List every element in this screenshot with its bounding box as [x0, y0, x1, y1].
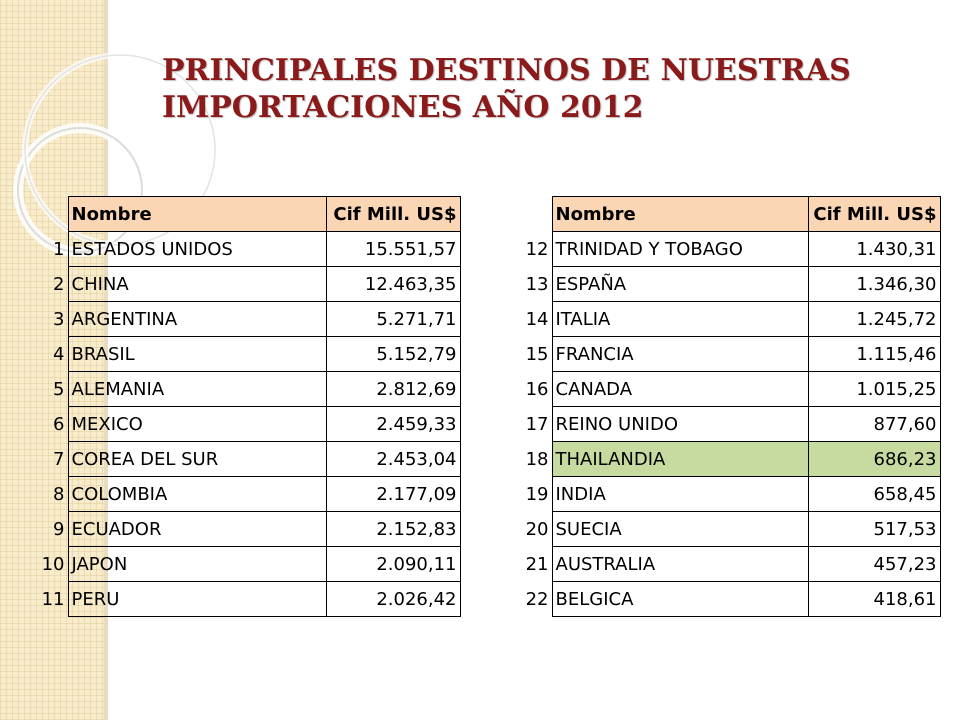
- cif-value-cell: 1.015,25: [808, 372, 940, 407]
- table-row: [510, 407, 940, 442]
- table-row: [510, 582, 940, 617]
- header-name: Nombre: [552, 197, 808, 232]
- country-name-cell: REINO UNIDO: [552, 407, 808, 442]
- country-name-cell: BRASIL: [68, 337, 326, 372]
- table-row: [28, 547, 460, 582]
- cif-value-cell: 2.453,04: [326, 442, 460, 477]
- cif-value-cell: 2.459,33: [326, 407, 460, 442]
- table-row: [28, 302, 460, 337]
- table-row: [28, 337, 460, 372]
- table-row: [28, 232, 460, 267]
- cif-value-cell: 1.430,31: [808, 232, 940, 267]
- country-name-cell: MEXICO: [68, 407, 326, 442]
- rank-cell: 22: [525, 588, 549, 610]
- country-name-cell: CANADA: [552, 372, 808, 407]
- table-row: [28, 582, 460, 617]
- cif-value-cell: 1.245,72: [808, 302, 940, 337]
- country-name-cell: JAPON: [68, 547, 326, 582]
- rank-cell: 14: [525, 308, 549, 330]
- table-row: [28, 267, 460, 302]
- rank-cell: 8: [53, 483, 65, 505]
- table-header-row: [510, 197, 940, 232]
- imports-table-right: [510, 196, 941, 617]
- rank-cell: 1: [53, 238, 65, 260]
- cif-value-cell: 1.346,30: [808, 267, 940, 302]
- cif-value-cell: 658,45: [808, 477, 940, 512]
- rank-cell: 18: [525, 448, 549, 470]
- country-name-cell: COLOMBIA: [68, 477, 326, 512]
- cif-value-cell: 5.152,79: [326, 337, 460, 372]
- header-rank-cell: [28, 197, 68, 232]
- country-name-cell: ESPAÑA: [552, 267, 808, 302]
- table-row: [510, 267, 940, 302]
- country-name-cell: ARGENTINA: [68, 302, 326, 337]
- cif-value-cell: 2.177,09: [326, 477, 460, 512]
- country-name-cell: ECUADOR: [68, 512, 326, 547]
- table-row: [28, 442, 460, 477]
- table-row: [510, 442, 940, 477]
- table-row: [510, 337, 940, 372]
- country-name-cell: BELGICA: [552, 582, 808, 617]
- cif-value-cell: 877,60: [808, 407, 940, 442]
- country-name-cell: CHINA: [68, 267, 326, 302]
- cif-value-cell: 418,61: [808, 582, 940, 617]
- country-name-cell: INDIA: [552, 477, 808, 512]
- rank-cell: 21: [525, 553, 549, 575]
- rank-cell: 9: [53, 518, 65, 540]
- country-name-cell: SUECIA: [552, 512, 808, 547]
- rank-cell: 7: [53, 448, 65, 470]
- table-header-row: [28, 197, 460, 232]
- imports-table-right-body: [510, 197, 940, 617]
- cif-value-cell: 1.115,46: [808, 337, 940, 372]
- rank-cell: 4: [53, 343, 65, 365]
- table-row: [510, 547, 940, 582]
- cif-value-cell: 2.026,42: [326, 582, 460, 617]
- rank-cell: 6: [53, 413, 65, 435]
- rank-cell: 15: [525, 343, 549, 365]
- rank-cell: 3: [53, 308, 65, 330]
- cif-value-cell: 2.812,69: [326, 372, 460, 407]
- rank-cell: 20: [525, 518, 549, 540]
- title-line-2: IMPORTACIONES AÑO 2012: [162, 90, 644, 125]
- rank-cell: 2: [53, 273, 65, 295]
- country-name-cell: COREA DEL SUR: [68, 442, 326, 477]
- cif-value-cell: 457,23: [808, 547, 940, 582]
- table-row: [28, 512, 460, 547]
- table-row: [28, 407, 460, 442]
- rank-cell: 12: [525, 238, 549, 260]
- cif-value-cell: 2.090,11: [326, 547, 460, 582]
- country-name-cell: ESTADOS UNIDOS: [68, 232, 326, 267]
- country-name-cell: ITALIA: [552, 302, 808, 337]
- table-row: [510, 512, 940, 547]
- cif-value-cell: 5.271,71: [326, 302, 460, 337]
- country-name-cell: PERU: [68, 582, 326, 617]
- header-value: Cif Mill. US$: [326, 197, 460, 232]
- table-row: [510, 232, 940, 267]
- country-name-cell: AUSTRALIA: [552, 547, 808, 582]
- rank-cell: 5: [53, 378, 65, 400]
- imports-table-left-body: [28, 197, 460, 617]
- rank-cell: 13: [525, 273, 549, 295]
- cif-value-cell: 15.551,57: [326, 232, 460, 267]
- imports-table-left: [28, 196, 461, 617]
- header-rank-cell: [510, 197, 552, 232]
- rank-cell: 10: [41, 553, 65, 575]
- country-name-cell: THAILANDIA: [552, 442, 808, 477]
- country-name-cell: FRANCIA: [552, 337, 808, 372]
- table-row: [510, 372, 940, 407]
- cif-value-cell: 2.152,83: [326, 512, 460, 547]
- cif-value-cell: 517,53: [808, 512, 940, 547]
- table-row: [28, 477, 460, 512]
- header-value: Cif Mill. US$: [808, 197, 940, 232]
- rank-cell: 11: [41, 588, 65, 610]
- cif-value-cell: 12.463,35: [326, 267, 460, 302]
- table-row: [510, 477, 940, 512]
- table-row: [510, 302, 940, 337]
- rank-cell: 19: [525, 483, 549, 505]
- header-name: Nombre: [68, 197, 326, 232]
- cif-value-cell: 686,23: [808, 442, 940, 477]
- table-row: [28, 372, 460, 407]
- page-title: [162, 52, 942, 126]
- rank-cell: 16: [525, 378, 549, 400]
- country-name-cell: ALEMANIA: [68, 372, 326, 407]
- country-name-cell: TRINIDAD Y TOBAGO: [552, 232, 808, 267]
- title-line-1: PRINCIPALES DESTINOS DE NUESTRAS: [162, 53, 851, 88]
- rank-cell: 17: [525, 413, 549, 435]
